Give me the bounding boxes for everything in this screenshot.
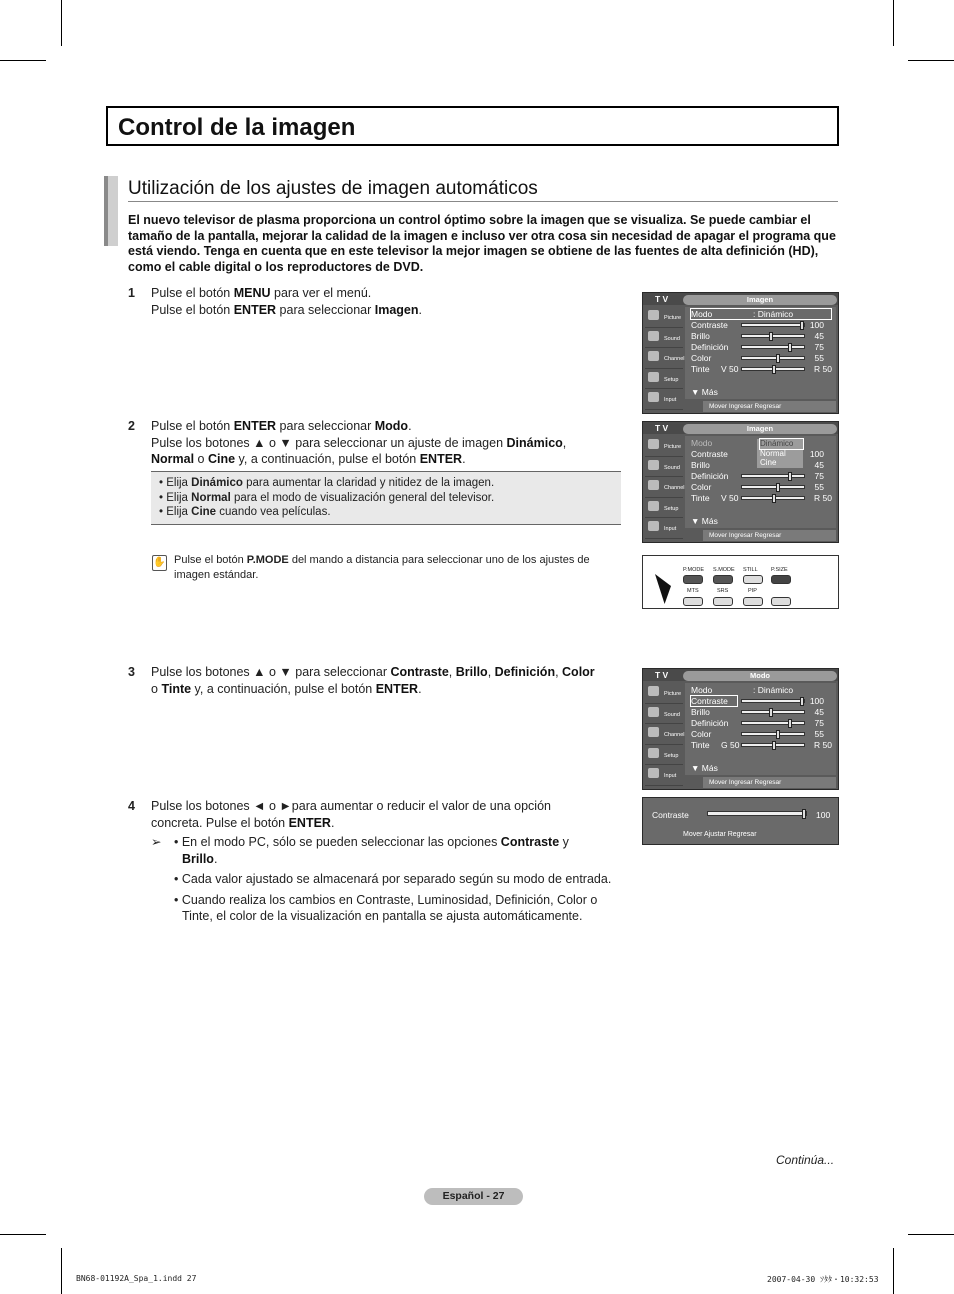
- step-1-text: Pulse el botón MENU para ver el menú. Pulse el botón ENTER para seleccionar Imagen.: [151, 286, 422, 317]
- remote-note-icon: ✋: [152, 555, 167, 571]
- osd-mode-menu: T V Modo Picture Sound Channel Setup Input Modo : Dinámico Contraste 100 Brillo 45 Definición 75 Color 55 Tinte G 50 R 50 ▼ Más Mover Ingresar Regresar: [642, 668, 839, 790]
- osd-contrast-slider: Contraste 100 Mover Ajustar Regresar: [642, 797, 839, 845]
- page-number: Español - 27: [424, 1188, 523, 1205]
- section-title: Utilización de los ajustes de imagen automáticos: [128, 178, 538, 199]
- crop-mark: [893, 0, 894, 46]
- crop-mark: [61, 1248, 62, 1294]
- intro-paragraph: El nuevo televisor de plasma proporciona un control óptimo sobre la imagen que se visualiza. Se puede cambiar el tamaño de la pantalla, mejorar la calidad de la imagen e incluso ver otra cosa sin necesidad de apagar el programa que está viendo. Tenga en cuenta que en este televisor la mejor imagen se obtiene de las fuentes de alta definición (HD), como el cable digital o los reproductores de DVD.: [128, 213, 836, 274]
- step-4-text: Pulse los botones ◄ o ►para aumentar o reducir el valor de una opción concreta. Pulse el botón ENTER.: [151, 799, 551, 830]
- step-3-text: Pulse los botones ▲ o ▼ para seleccionar Contraste, Brillo, Definición, Color o Tinte y, a continuación, pulse el botón ENTER.: [151, 665, 595, 696]
- crop-mark: [0, 1234, 46, 1235]
- pointer-arrow-icon: [655, 574, 671, 604]
- tip-item: • Elija Dinámico para aumentar la claridad y nitidez de la imagen.: [159, 477, 495, 489]
- step-number: 1: [128, 286, 135, 300]
- remote-note: Pulse el botón P.MODE del mando a distancia para seleccionar uno de los ajustes de imagen estándar.: [174, 554, 590, 581]
- note-arrow-icon: ➢: [151, 835, 162, 849]
- crop-mark: [908, 1234, 954, 1235]
- step-4-notes: • En el modo PC, sólo se pueden seleccionar las opciones Contraste y Brillo. • Cada valor ajustado se almacenará por separado según su modo de entrada. • Cuando realiza los cambios en Contraste, Luminosidad, Definición, Color o Tinte, el color de la visualización en pantalla se ajusta automáticamente.: [174, 835, 612, 923]
- step-number: 3: [128, 665, 135, 679]
- crop-mark: [893, 1248, 894, 1294]
- crop-mark: [908, 60, 954, 61]
- tip-item: • Elija Normal para el modo de visualización general del televisor.: [159, 491, 495, 504]
- page-title-box: [106, 106, 839, 146]
- crop-mark: [61, 0, 62, 46]
- footer-timestamp: 2007-04-30 ｿﾀﾀ・10:32:53: [767, 1275, 879, 1284]
- tip-item: • Elija Cine cuando vea películas.: [159, 506, 331, 518]
- osd-mode-dropdown: T V Imagen Picture Sound Channel Setup Input Modo Contraste 100 Brillo 45 Definición 75 Color 55 Tinte V 50 R 50 Dinámico Normal Cine ▼ Más Mover Ingresar Regresar: [642, 421, 839, 543]
- step-number: 2: [128, 419, 135, 433]
- step-number: 4: [128, 799, 135, 813]
- page-title: Control de la imagen: [118, 114, 356, 141]
- footer-filename: BN68-01192A_Spa_1.indd 27: [76, 1274, 197, 1283]
- section-rule: [128, 201, 838, 202]
- crop-mark: [0, 60, 46, 61]
- section-marker: [104, 176, 118, 246]
- step-2-text: Pulse el botón ENTER para seleccionar Modo. Pulse los botones ▲ o ▼ para seleccionar un ajuste de imagen Dinámico, Normal o Cine y, a continuación, pulse el botón ENTER.: [151, 419, 567, 466]
- tips-box: [151, 471, 621, 525]
- remote-illustration: P.MODE S.MODE STILL P.SIZE MTS SRS PIP: [642, 555, 839, 609]
- continues-label: Continúa...: [776, 1153, 835, 1167]
- osd-picture-menu: T V Imagen Picture Sound Channel Setup Input Modo : Dinámico Contraste 100 Brillo 45 Definición 75 Color 55 Tinte V 50 R 50 ▼ Más Mover Ingresar Regresar: [642, 292, 839, 414]
- mode-dropdown[interactable]: Dinámico Normal Cine: [757, 439, 803, 468]
